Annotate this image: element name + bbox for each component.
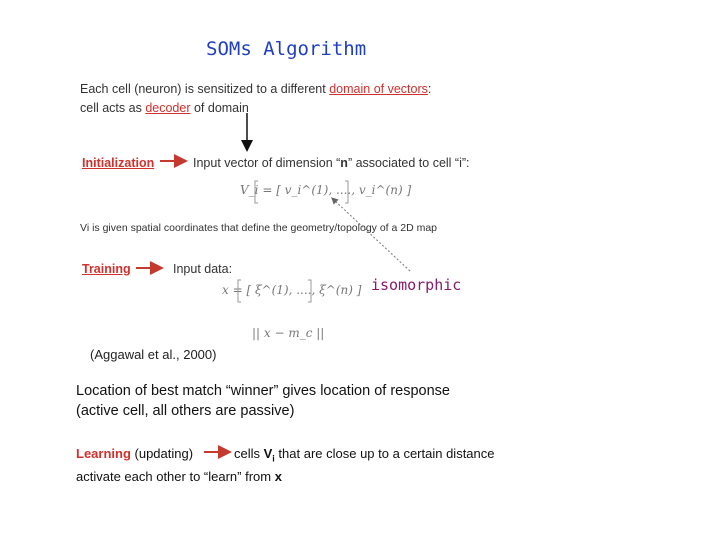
intro-text-3: of domain <box>190 101 249 115</box>
training-text: Input data: <box>173 262 233 276</box>
learning-x: x <box>274 469 282 484</box>
isomorphic-label: isomorphic <box>371 276 462 294</box>
best-match-line-2: (active cell, all others are passive) <box>76 403 295 419</box>
train-bracket-right <box>308 280 311 302</box>
initialization-label: Initialization <box>82 156 155 170</box>
isomorphic-arrow <box>334 200 410 271</box>
learning-i: i <box>272 453 275 464</box>
init-text-a: Input vector of dimension “ <box>193 156 341 170</box>
learning-text-b: that are close up to a certain distance <box>274 446 495 461</box>
learning-v: V <box>263 446 273 461</box>
intro-colon: : <box>427 82 432 96</box>
init-n: n <box>340 156 348 170</box>
citation: (Aggawal et al., 2000) <box>90 347 217 362</box>
learning-text-a: cells <box>234 446 264 461</box>
training-label: Training <box>82 262 131 276</box>
learning-label: Learning <box>76 446 131 461</box>
train-bracket-left <box>238 280 241 302</box>
learning-line2-a: activate each other to “learn” from <box>76 469 275 484</box>
init-bracket-left <box>255 181 258 203</box>
init-equation: V_i = [ v_i^(1), ...., v_i^(n) ] <box>240 183 412 197</box>
init-text-b: ” associated to cell “i”: <box>347 156 470 170</box>
distance-norm: || x − m_c || <box>252 326 325 340</box>
spatial-note: Vi is given spatial coordinates that define the geometry/topology of a 2D map <box>80 222 438 234</box>
intro-text-2: cell acts as <box>80 101 146 115</box>
best-match-line-1: Location of best match “winner” gives location of response <box>76 383 450 399</box>
training-equation: x = [ ξ^(1), ...., ξ^(n) ] <box>222 283 362 297</box>
page-title: SOMs Algorithm <box>206 38 367 60</box>
learning-paren: (updating) <box>130 446 194 461</box>
intro-text: Each cell (neuron) is sensitized to a different <box>80 82 330 96</box>
init-bracket-right <box>345 181 348 203</box>
domain-of-vectors-term: domain of vectors <box>329 82 428 96</box>
decoder-term: decoder <box>145 101 191 115</box>
